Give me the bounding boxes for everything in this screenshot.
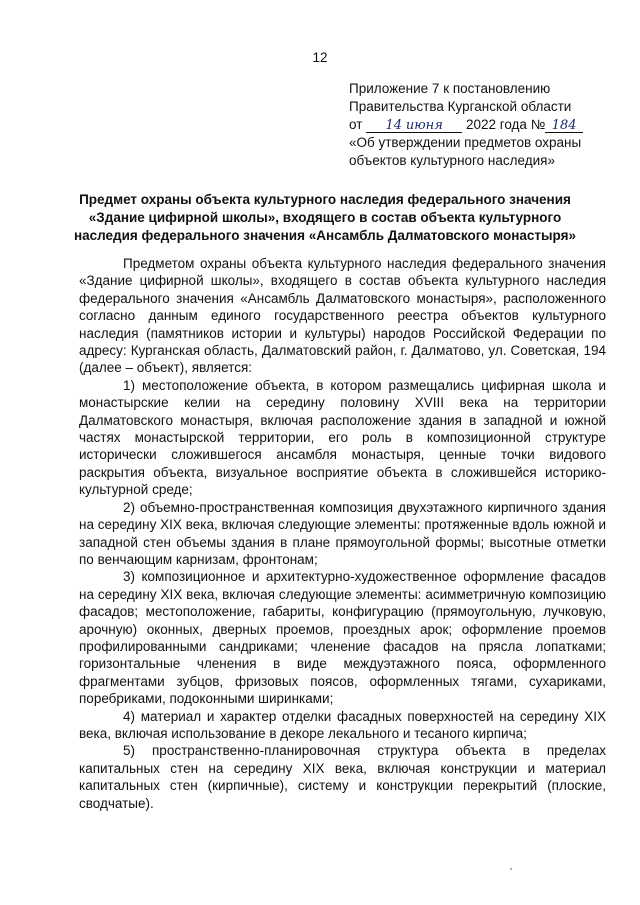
handwritten-month: июня: [405, 118, 443, 133]
body-paragraph: 3) композиционное и архитектурно-художественное оформление фасадов на середину XIX века, включая следующие элементы: асимметричную композицию фасадов; местоположение, габариты, конфигурацию (прямоугольную, лучковую, арочную) оконных, дверных проемов, проездных арок; оформление проемов профилированными сандриками; членение фасадов на прясла лопатками; горизонтальные членения в виде междуэтажного пояса, оформленного фрагментами зубцов, фризовых поясов, оформленных тягами, сухариками, поребриками, подоконными ширинками;: [79, 569, 606, 707]
appendix-line: объектов культурного наследия»: [349, 153, 555, 168]
document-title: [70, 191, 580, 245]
body-paragraph: Предметом охраны объекта культурного наследия федерального значения «Здание цифирной школы», входящего в состав объекта культурного наследия федерального значения «Ансамбль Далматовского монастыря», расположенного согласно данным единого государственного реестра объектов культурного наследия (памятников истории и культуры) народов Российской Федерации по адресу: Курганская область, Далматовский район, г. Далматово, ул. Советская, 194 (далее – объект), является:: [79, 256, 606, 376]
body-paragraph: 1) местоположение объекта, в котором размещались цифирная школа и монастырские келии на середину половину XVIII века на территории Далматовского монастыря, включая расположение здания в западной и южной частях монастырской территории, его роль в композиционной структуре исторически сложившегося ансамбля монастыря, ценные точки видового раскрытия объекта, визуальное восприятие объекта в сложившейся историко-культурной среде;: [79, 377, 606, 498]
handwritten-number: 184: [551, 118, 577, 133]
year-text: 2022 года №: [465, 117, 546, 132]
appendix-line: Правительства Курганской области: [349, 99, 572, 114]
body-paragraph: 5) пространственно-планировочная структура объекта в пределах капитальных стен на середину XIX века, включая конструкции и материал капитальных стен (кирпичные), систему и конструкции перекрытий (плоские, сводчатые).: [79, 743, 606, 811]
title-line: наследия федерального значения «Ансамбль Далматовского монастыря»: [73, 228, 576, 243]
body-paragraph: 2) объемно-пространственная композиция двухэтажного кирпичного здания на середину XIX века, включая следующие элементы: протяженные вдоль южной и западной стен объемы здания в плане прямоугольной формы; высотные отметки по венчающим карнизам, фронтонам;: [79, 499, 606, 567]
document-body: [79, 255, 606, 812]
handwritten-day: 14: [385, 118, 403, 133]
appendix-date-line: [349, 116, 619, 134]
appendix-line: «Об утверждении предметов охраны: [349, 135, 582, 150]
title-line: Предмет охраны объекта культурного наследия федерального значения: [79, 192, 571, 207]
date-underline: [366, 118, 462, 133]
appendix-line: Приложение 7 к постановлению: [349, 81, 551, 96]
title-line: «Здание цифирной школы», входящего в состав объекта культурного: [88, 210, 562, 225]
appendix-header: [349, 80, 619, 170]
body-paragraph: 4) материал и характер отделки фасадных поверхностей на середину XIX века, включая использование в декоре лекального и тесаного кирпича;: [79, 708, 606, 741]
scan-speck: [510, 868, 512, 870]
page-number: 12: [312, 50, 328, 65]
number-underline: [545, 118, 583, 133]
date-prefix: от: [349, 117, 363, 132]
